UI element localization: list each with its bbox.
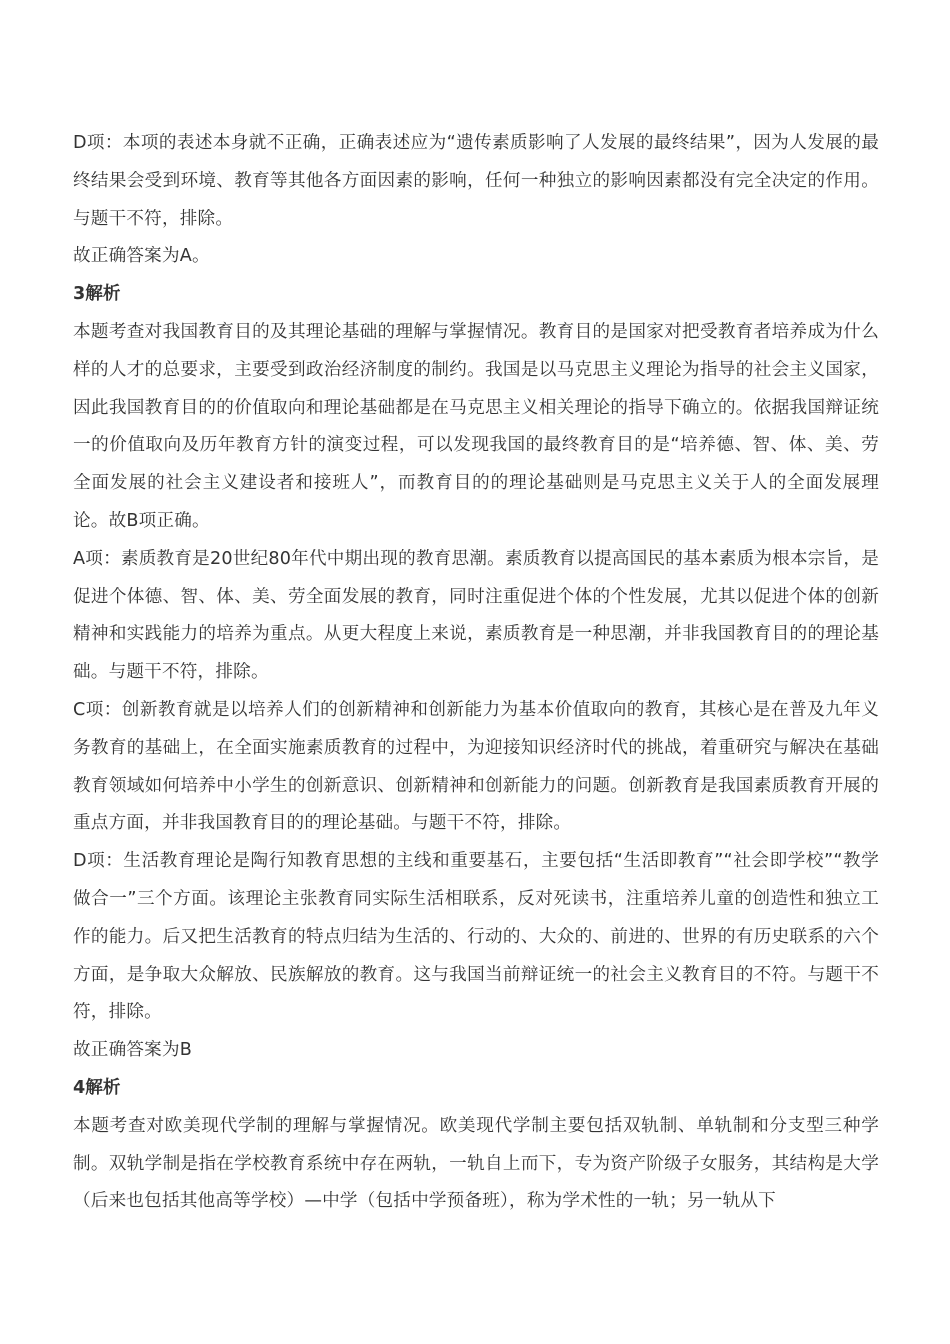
document-body: [73, 125, 879, 1221]
paragraph-4-intro: 本题考查对欧美现代学制的理解与掌握情况。欧美现代学制主要包括双轨制、单轨制和分支型三种学制。双轨学制是指在学校教育系统中存在两轨，一轨自上而下，专为资产阶级子女服务，其结构是大学（后来也包括其他高等学校）—中学（包括中学预备班），称为学术性的一轨；另一轨从下: [73, 1115, 879, 1212]
paragraph-3-option-d: D项：生活教育理论是陶行知教育思想的主线和重要基石，主要包括“生活即教育”“社会即学校”“教学做合一”三个方面。该理论主张教育同实际生活相联系，反对死读书，注重培养儿童的创造性和独立工作的能力。后又把生活教育的特点归结为生活的、行动的、大众的、前进的、世界的有历史联系的六个方面，是争取大众解放、民族解放的教育。这与我国当前辩证统一的社会主义教育目的不符。与题干不符，排除。: [73, 851, 879, 1023]
section-heading-3: 3解析: [73, 284, 121, 305]
answer-line-a: 故正确答案为A。: [73, 246, 210, 267]
paragraph-3-option-c: C项：创新教育就是以培养人们的创新精神和创新能力为基本价值取向的教育，其核心是在普及九年义务教育的基础上，在全面实施素质教育的过程中，为迎接知识经济时代的挑战，着重研究与解决在基础教育领域如何培养中小学生的创新意识、创新精神和创新能力的问题。创新教育是我国素质教育开展的重点方面，并非我国教育目的的理论基础。与题干不符，排除。: [73, 699, 879, 834]
answer-line-b: 故正确答案为B: [73, 1040, 193, 1061]
section-heading-4: 4解析: [73, 1077, 121, 1098]
paragraph-3-intro: 本题考查对我国教育目的及其理论基础的理解与掌握情况。教育目的是国家对把受教育者培养成为什么样的人才的总要求，主要受到政治经济制度的制约。我国是以马克思主义理论为指导的社会主义国家，因此我国教育目的的价值取向和理论基础都是在马克思主义相关理论的指导下确立的。依据我国辩证统一的价值取向及历年教育方针的演变过程，可以发现我国的最终教育目的是“培养德、智、体、美、劳全面发展的社会主义建设者和接班人”，而教育目的的理论基础则是马克思主义关于人的全面发展理论。故B项正确。: [73, 321, 879, 531]
paragraph-3-option-a: A项：素质教育是20世纪80年代中期出现的教育思潮。素质教育以提高国民的基本素质为根本宗旨，是促进个体德、智、体、美、劳全面发展的教育，同时注重促进个体的个性发展，尤其以促进个体的创新精神和实践能力的培养为重点。从更大程度上来说，素质教育是一种思潮，并非我国教育目的的理论基础。与题干不符，排除。: [73, 548, 879, 683]
paragraph-d-option-genetics: D项：本项的表述本身就不正确，正确表述应为“遗传素质影响了人发展的最终结果”，因为人发展的最终结果会受到环境、教育等其他各方面因素的影响，任何一种独立的影响因素都没有完全决定的作用。与题干不符，排除。: [73, 133, 879, 229]
